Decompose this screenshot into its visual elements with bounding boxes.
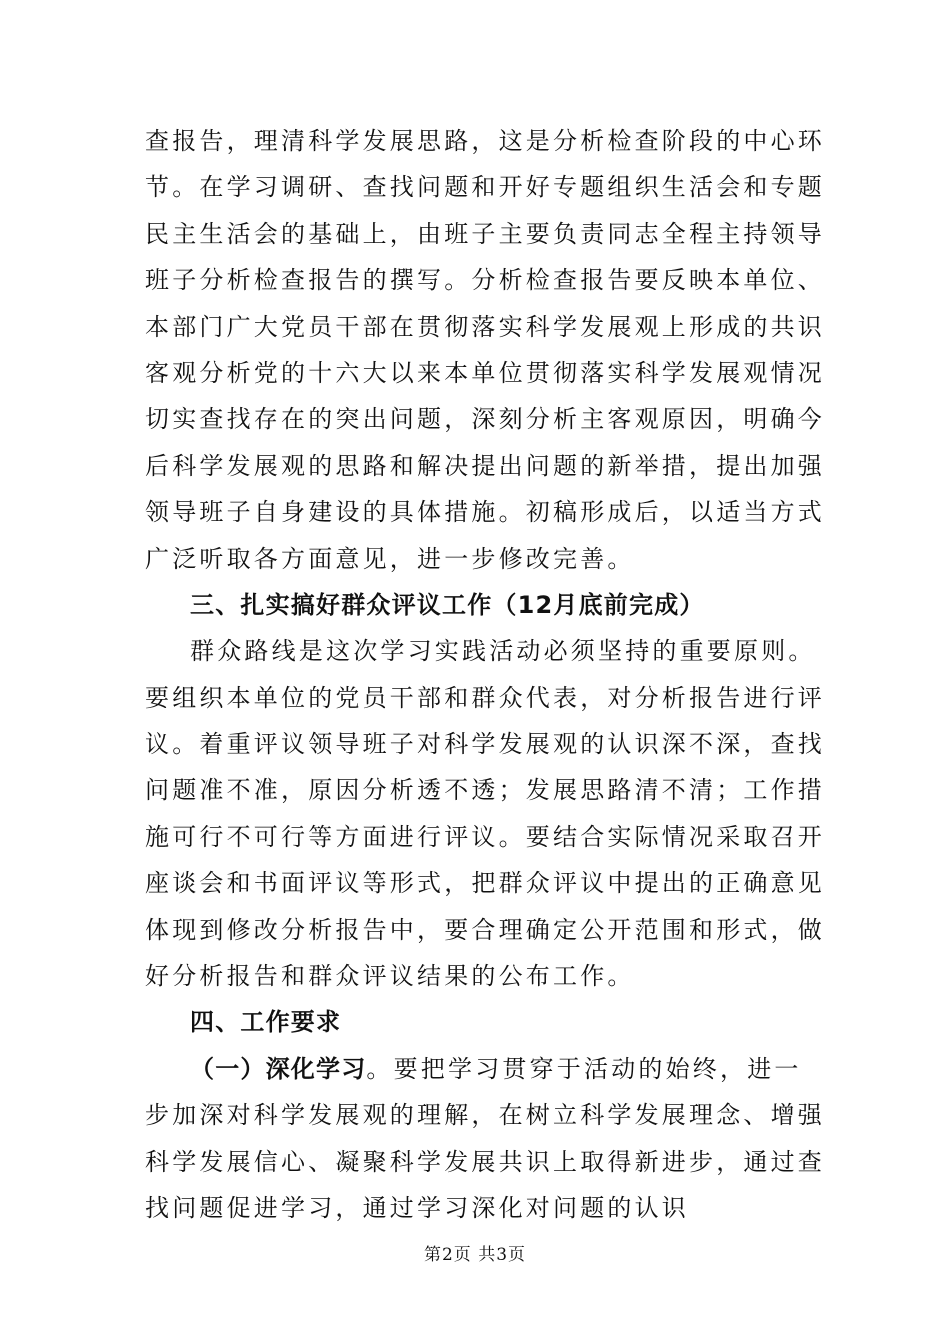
paragraph-line: 客观分析党的十六大以来本单位贯彻落实科学发展观情况 [145,358,825,387]
paragraph-line: 施可行不可行等方面进行评议。要结合实际情况采取召开 [145,822,825,851]
paragraph-text: 。要把学习贯穿于活动的始终，进一 [366,1054,802,1083]
paragraph-line: 要组织本单位的党员干部和群众代表，对分析报告进行评 [145,683,825,712]
paragraph-line: 科学发展信心、凝聚科学发展共识上取得新进步，通过查 [145,1147,825,1176]
subsection-lead: （一）深化学习 [190,1054,367,1083]
paragraph-line: 问题准不准，原因分析透不透；发展思路清不清；工作措 [145,776,825,805]
document-body [145,118,825,1231]
paragraph-line: 民主生活会的基础上，由班子主要负责同志全程主持领导 [145,219,825,248]
paragraph-line: 好分析报告和群众评议结果的公布工作。 [145,962,635,991]
paragraph-line: 找问题促进学习，通过学习深化对问题的认识 [145,1193,689,1222]
section-heading-4: 四、工作要求 [190,1008,342,1037]
paragraph-line: 体现到修改分析报告中，要合理确定公开范围和形式，做 [145,915,825,944]
paragraph-line: 本部门广大党员干部在贯彻落实科学发展观上形成的共识 [145,312,825,341]
paragraph-line: 广泛听取各方面意见，进一步修改完善。 [145,544,635,573]
page-footer: 第2页 共3页 [423,1245,527,1265]
paragraph-line: 节。在学习调研、查找问题和开好专题组织生活会和专题 [145,173,825,202]
paragraph-line: 查报告，理清科学发展思路，这是分析检查阶段的中心环 [145,127,825,155]
paragraph-line: 领导班子自身建设的具体措施。初稿形成后，以适当方式 [145,498,825,527]
paragraph-line: 班子分析检查报告的撰写。分析检查报告要反映本单位、 [145,266,825,295]
paragraph-line: 座谈会和书面评议等形式，把群众评议中提出的正确意见 [145,869,825,898]
paragraph-line: 议。着重评议领导班子对科学发展观的认识深不深，查找 [145,730,825,759]
paragraph-line: 切实查找存在的突出问题，深刻分析主客观原因，明确今 [145,405,825,434]
section-heading-3: 三、扎实搞好群众评议工作（12月底前完成） [190,590,705,619]
paragraph-line: 群众路线是这次学习实践活动必须坚持的重要原则。 [190,637,816,666]
paragraph-line: 步加深对科学发展观的理解，在树立科学发展理念、增强 [145,1101,825,1130]
paragraph-line: 后科学发展观的思路和解决提出问题的新举措，提出加强 [145,451,825,480]
paragraph-line-with-lead [145,1046,810,1092]
